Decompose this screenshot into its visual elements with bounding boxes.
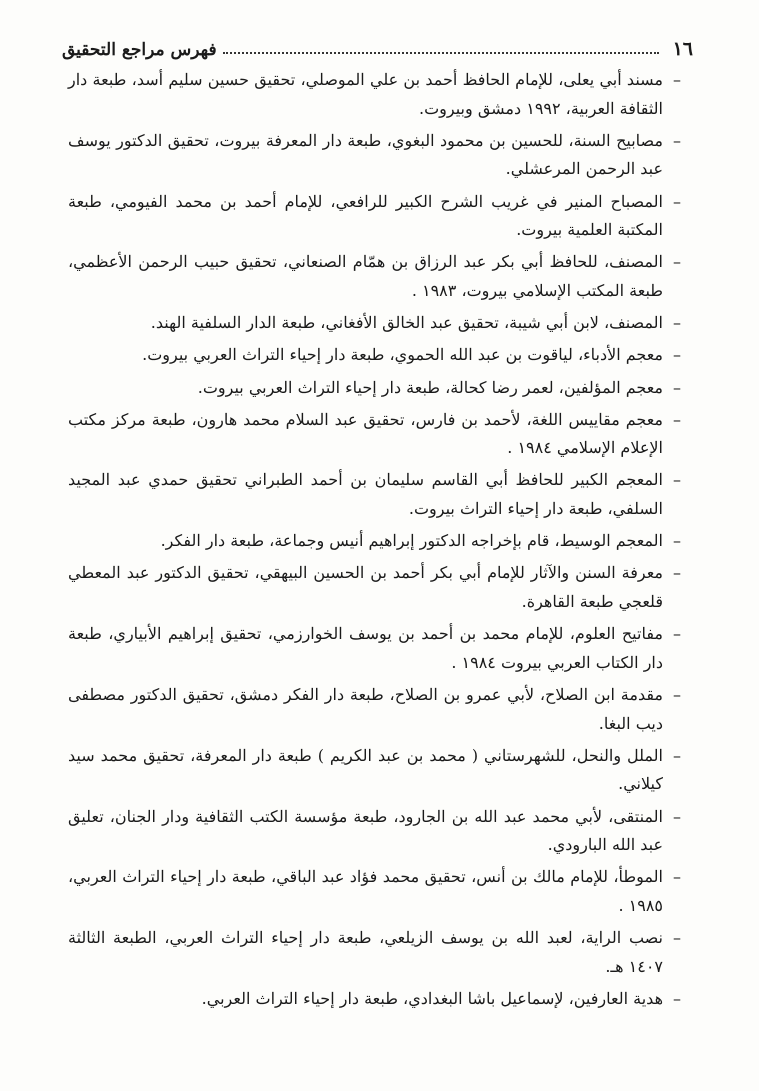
reference-entry	[68, 374, 679, 403]
entry-text: المعجم الكبير للحافظ أبي القاسم سليمان بن أحمد الطبراني تحقيق حمدي عبد المجيد السلفي، طبعة دار إحياء التراث بيروت.	[68, 470, 663, 519]
entry-text: المنتقى، لأبي محمد عبد الله بن الجارود، طبعة مؤسسة الكتب الثقافية ودار الجنان، تعليق عبد الله البارودي.	[68, 806, 663, 855]
entry-dash: –	[673, 377, 681, 397]
reference-entry	[68, 620, 679, 677]
reference-entry	[68, 803, 679, 860]
entry-text: مصابيح السنة، للحسين بن محمود البغوي، طبعة دار المعرفة بيروت، تحقيق الدكتور يوسف عبد الرحمن المرعشلي.	[68, 130, 663, 179]
entry-text: المعجم الوسيط، قام بإخراجه الدكتور إبراهيم أنيس وجماعة، طبعة دار الفكر.	[160, 531, 663, 551]
entry-text: المصباح المنير في غريب الشرح الكبير للرافعي، للإمام أحمد بن محمد الفيومي، طبعة المكتبة العلمية بيروت.	[68, 191, 663, 240]
reference-entry	[68, 309, 679, 338]
entry-text: المصنف، لابن أبي شيبة، تحقيق عبد الخالق الأفغاني، طبعة الدار السلفية الهند.	[150, 313, 663, 333]
entry-text: مقدمة ابن الصلاح، لأبي عمرو بن الصلاح، طبعة دار الفكر دمشق، تحقيق الدكتور مصطفى ديب البغا.	[68, 685, 663, 733]
entry-dash: –	[673, 563, 681, 583]
entry-dash: –	[673, 470, 681, 490]
reference-entry	[68, 66, 679, 123]
entry-dash: –	[673, 345, 681, 365]
reference-entry	[68, 742, 679, 799]
page-header	[62, 30, 693, 60]
header-dotted-leader	[223, 51, 659, 54]
running-title: فهرس مراجع التحقيق	[62, 40, 217, 60]
reference-entry	[68, 863, 679, 920]
entry-dash: –	[673, 313, 681, 333]
entry-dash: –	[673, 70, 681, 89]
entry-text: معجم مقاييس اللغة، لأحمد بن فارس، تحقيق عبد السلام محمد هارون، طبعة مركز مكتب الإعلام الإسلامي ١٩٨٤ .	[68, 409, 663, 458]
entry-dash: –	[673, 130, 681, 150]
page-number: ١٦	[672, 38, 693, 60]
reference-entry	[68, 127, 679, 184]
entry-dash: –	[673, 988, 681, 1008]
entry-dash: –	[673, 745, 681, 765]
entry-dash: –	[673, 806, 681, 826]
entry-text: هدية العارفين، لإسماعيل باشا البغدادي، طبعة دار إحياء التراث العربي.	[201, 988, 663, 1008]
reference-entry	[68, 681, 679, 738]
entry-text: معجم المؤلفين، لعمر رضا كحالة، طبعة دار إحياء التراث العربي بيروت.	[197, 377, 663, 397]
reference-entry	[68, 985, 679, 1014]
reference-entry	[68, 466, 679, 523]
entry-dash: –	[673, 867, 681, 887]
reference-entry	[68, 559, 679, 616]
reference-entry	[68, 248, 679, 305]
entry-text: مسند أبي يعلى، للإمام الحافظ أحمد بن علي الموصلي، تحقيق حسين سليم أسد، طبعة دار الثقافة العربية، ١٩٩٢ دمشق وبيروت.	[68, 70, 663, 118]
entry-text: معرفة السنن والآثار للإمام أبي بكر أحمد بن الحسين البيهقي، تحقيق الدكتور عبد المعطي قلعجي طبعة القاهرة.	[68, 563, 663, 612]
entry-dash: –	[673, 191, 681, 211]
entry-dash: –	[673, 685, 681, 704]
entry-dash: –	[673, 928, 681, 948]
entry-dash: –	[673, 531, 681, 551]
entry-text: معجم الأدباء، لياقوت بن عبد الله الحموي، طبعة دار إحياء التراث العربي بيروت.	[142, 345, 663, 365]
reference-entry	[68, 527, 679, 556]
reference-list	[68, 66, 679, 1017]
entry-dash: –	[673, 409, 681, 429]
entry-text: المصنف، للحافظ أبي بكر عبد الرزاق بن همّام الصنعاني، تحقيق حبيب الرحمن الأعظمي، طبعة المكتب الإسلامي بيروت، ١٩٨٣ .	[68, 252, 663, 300]
reference-entry	[68, 341, 679, 370]
entry-text: الملل والنحل، للشهرستاني ( محمد بن عبد الكريم ) طبعة دار المعرفة، تحقيق محمد سيد كيلاني.	[68, 745, 663, 794]
entry-text: مفاتيح العلوم، للإمام محمد بن أحمد بن يوسف الخوارزمي، تحقيق إبراهيم الأبياري، طبعة دار الكتاب العربي بيروت ١٩٨٤ .	[68, 624, 663, 672]
reference-entry	[68, 188, 679, 245]
entry-text: الموطأ، للإمام مالك بن أنس، تحقيق محمد فؤاد عبد الباقي، طبعة دار إحياء التراث العربي، ١٩٨٥ .	[68, 867, 663, 915]
reference-entry	[68, 924, 679, 981]
entry-text: نصب الراية، لعبد الله بن يوسف الزيلعي، طبعة دار إحياء التراث العربي، الطبعة الثالثة ١٤٠٧ هـ.	[68, 928, 663, 976]
reference-entry	[68, 406, 679, 463]
entry-dash: –	[673, 252, 681, 272]
entry-dash: –	[673, 624, 681, 644]
